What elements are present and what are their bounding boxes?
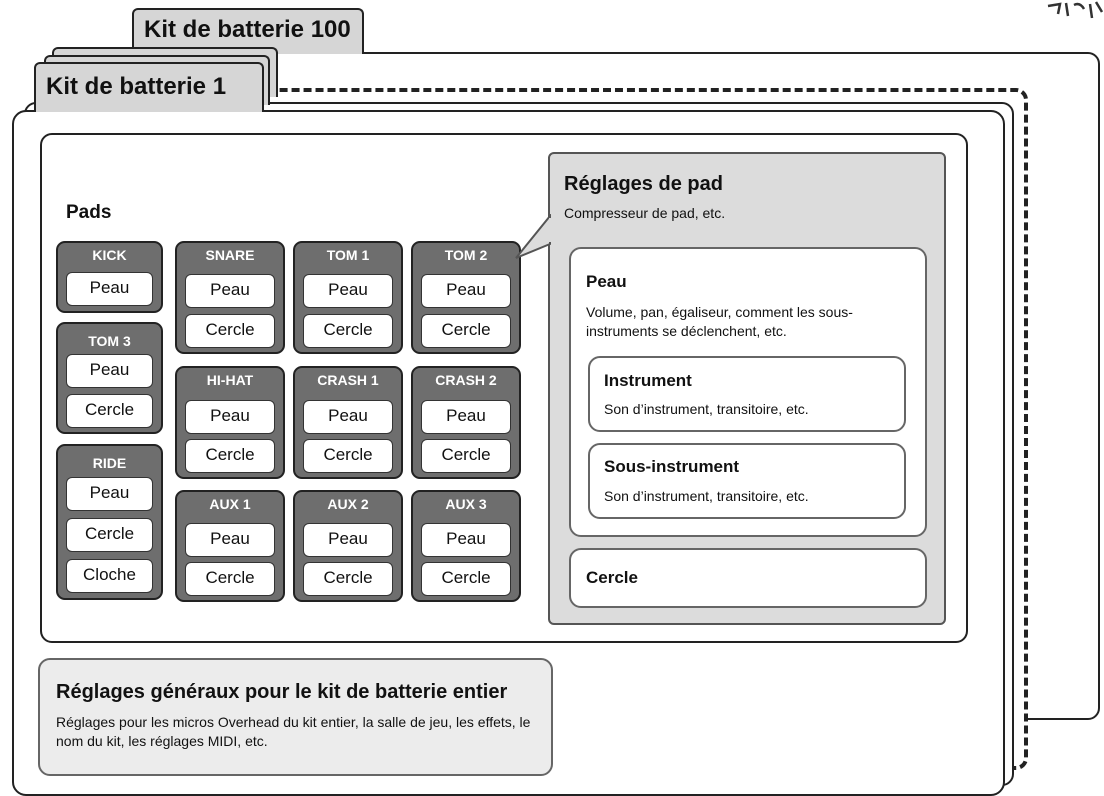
pad-button-cercle[interactable]: Cercle	[421, 439, 511, 473]
pad-title: TOM 3	[88, 333, 131, 349]
pad-button-cercle[interactable]: Cercle	[303, 562, 393, 596]
pad-title: SNARE	[205, 247, 255, 263]
pad-title: AUX 2	[327, 496, 369, 512]
pad-button-peau[interactable]: Peau	[303, 274, 393, 308]
pad-button-peau[interactable]: Peau	[185, 523, 275, 557]
pad-button-peau[interactable]: Peau	[185, 274, 275, 308]
pad-button-peau[interactable]: Peau	[66, 272, 153, 306]
pad-crash2[interactable]	[411, 366, 521, 479]
peau-settings-description: Volume, pan, égaliseur, comment les sous-instruments se déclenchent, etc.	[586, 304, 853, 339]
instrument-title: Instrument	[604, 371, 692, 390]
pad-tom1[interactable]	[293, 241, 403, 354]
pad-button-cercle[interactable]: Cercle	[185, 314, 275, 348]
tab-kit-1-label: Kit de batterie 1	[46, 73, 227, 100]
pad-settings-subtitle: Compresseur de pad, etc.	[564, 205, 726, 221]
tab-kit-100-label: Kit de batterie 100	[144, 16, 351, 43]
pad-title: RIDE	[92, 455, 127, 471]
pad-button-cercle[interactable]: Cercle	[66, 394, 153, 428]
pad-button-peau[interactable]: Peau	[66, 477, 153, 511]
pad-button-cercle[interactable]: Cercle	[185, 562, 275, 596]
pad-button-cercle[interactable]: Cercle	[421, 314, 511, 348]
sub-instrument-settings-box	[588, 443, 906, 519]
pad-title: CRASH 1	[317, 372, 379, 388]
sub-instrument-description: Son d’instrument, transitoire, etc.	[604, 488, 809, 504]
pad-button-peau[interactable]: Peau	[303, 400, 393, 434]
pad-button-peau[interactable]: Peau	[421, 400, 511, 434]
pad-title: CRASH 2	[435, 372, 497, 388]
callout-pointer	[510, 214, 554, 264]
sub-instrument-title: Sous-instrument	[604, 457, 740, 476]
pad-ride[interactable]	[56, 444, 163, 600]
pad-button-cercle[interactable]: Cercle	[66, 518, 153, 552]
pad-button-peau[interactable]: Peau	[421, 274, 511, 308]
pad-button-cloche[interactable]: Cloche	[66, 559, 153, 593]
instrument-description: Son d’instrument, transitoire, etc.	[604, 401, 809, 417]
pad-button-cercle[interactable]: Cercle	[303, 314, 393, 348]
pads-heading: Pads	[66, 202, 112, 223]
pad-tom3[interactable]	[56, 322, 163, 434]
corner-sketch-icon	[1046, 0, 1104, 20]
pad-title: TOM 2	[444, 247, 488, 263]
pad-button-peau[interactable]: Peau	[185, 400, 275, 434]
pad-title: AUX 3	[445, 496, 487, 512]
pad-crash1[interactable]	[293, 366, 403, 479]
general-settings-description: Réglages pour les micros Overhead du kit entier, la salle de jeu, les effets, le nom du kit, les réglages MIDI, etc.	[56, 714, 531, 749]
pad-title: TOM 1	[326, 247, 370, 263]
pad-button-peau[interactable]: Peau	[421, 523, 511, 557]
tab-kit-1[interactable]	[34, 62, 264, 112]
pad-aux2[interactable]	[293, 490, 403, 602]
pad-kick[interactable]	[56, 241, 163, 313]
pad-settings-title: Réglages de pad	[564, 173, 723, 195]
pad-button-peau[interactable]: Peau	[303, 523, 393, 557]
pad-tom2[interactable]	[411, 241, 521, 354]
pad-title: KICK	[92, 247, 127, 263]
pad-button-cercle[interactable]: Cercle	[185, 439, 275, 473]
pad-button-cercle[interactable]: Cercle	[421, 562, 511, 596]
pad-aux1[interactable]	[175, 490, 285, 602]
pad-snare[interactable]	[175, 241, 285, 354]
cercle-settings-title: Cercle	[586, 568, 638, 587]
peau-settings-title: Peau	[586, 272, 627, 291]
instrument-settings-box	[588, 356, 906, 432]
pad-button-cercle[interactable]: Cercle	[303, 439, 393, 473]
pad-aux3[interactable]	[411, 490, 521, 602]
pad-title: HI-HAT	[206, 372, 254, 388]
general-settings-title: Réglages généraux pour le kit de batterie entier	[56, 681, 508, 703]
pad-button-peau[interactable]: Peau	[66, 354, 153, 388]
pad-hihat[interactable]	[175, 366, 285, 479]
pad-title: AUX 1	[209, 496, 251, 512]
